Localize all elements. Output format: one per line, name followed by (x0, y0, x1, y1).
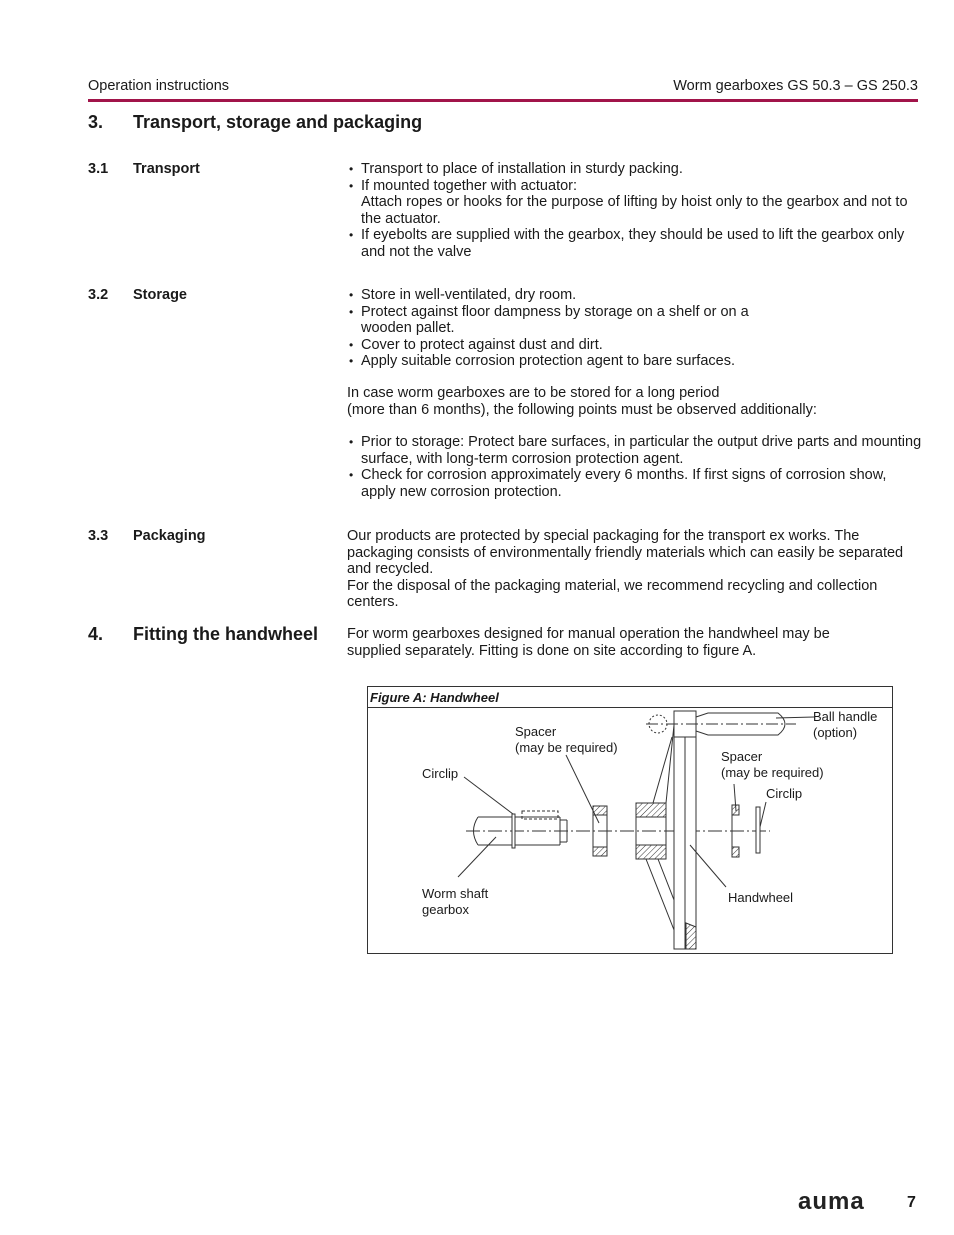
storage-list-2 (347, 434, 922, 500)
page-number: 7 (907, 1194, 916, 1211)
section-3-3-number: 3.3 (88, 528, 109, 544)
transport-list (347, 161, 922, 260)
circlip-right-shape (756, 807, 760, 853)
storage-bullet: • Cover to protect against dust and dirt. (347, 337, 922, 354)
handwheel-shape (636, 711, 796, 949)
section-3-2-number: 3.2 (88, 287, 109, 303)
transport-bullet: • If mounted together with actuator: Attach ropes or hooks for the purpose of lifting by hoist only to the gearbox and not to the actuator. (347, 178, 922, 228)
section-4-number: 4. (88, 624, 104, 644)
handwheel-paragraph: For worm gearboxes designed for manual operation the handwheel may be supplied separately. Fitting is done on site according to figure A. (347, 626, 830, 659)
label-handwheel: Handwheel (728, 890, 794, 905)
label-ball-handle: Ball handle (option) (813, 709, 878, 740)
storage-list (347, 287, 922, 370)
section-3-1-number: 3.1 (88, 161, 109, 177)
leader-lines (458, 717, 814, 887)
label-circlip-left: Circlip (422, 766, 459, 781)
packaging-paragraph: Our products are protected by special packaging for the transport ex works. The packaging consists of environmentally friendly materials which can easily be separated and recycled. For the disposal of the packaging material, we recommend recycling and collection centers. (347, 528, 904, 610)
section-3-1-title: Transport (133, 161, 200, 177)
section-3-2-title: Storage (133, 287, 187, 303)
storage-bullet: • Apply suitable corrosion protection agent to bare surfaces. (347, 353, 922, 370)
label-worm-shaft: Worm shaft gearbox (422, 886, 489, 917)
transport-bullet: • If eyebolts are supplied with the gearbox, they should be used to lift the gearbox only and not the valve (347, 227, 922, 260)
storage-bullet: • Protect against floor dampness by storage on a shelf or on a wooden pallet. (347, 304, 922, 337)
header-right: Worm gearboxes GS 50.3 – GS 250.3 (673, 78, 918, 94)
transport-bullet: • Transport to place of installation in sturdy packing. (347, 161, 922, 178)
storage-bullet: • Store in well-ventilated, dry room. (347, 287, 922, 304)
auma-logo: auma (798, 1188, 865, 1215)
label-spacer-right: Spacer (may be required) (721, 749, 824, 780)
section-4-title: Fitting the handwheel (133, 624, 318, 644)
storage-bullet-2: • Prior to storage: Protect bare surfaces, in particular the output drive parts and mounting surface, with long-term corrosion protection agent. (347, 434, 922, 467)
section-3-title: Transport, storage and packaging (133, 112, 423, 132)
figure-caption: Figure A: Handwheel (368, 687, 892, 708)
label-spacer-left: Spacer (may be required) (515, 724, 618, 755)
storage-bullet-2: • Check for corrosion approximately every 6 months. If first signs of corrosion show, apply new corrosion protection. (347, 467, 922, 500)
worm-shaft-shape (474, 811, 568, 848)
header-left: Operation instructions (88, 78, 230, 94)
section-3-3-title: Packaging (133, 528, 206, 544)
header-rule (88, 99, 918, 102)
label-circlip-right: Circlip (766, 786, 803, 801)
section-3-number: 3. (88, 112, 104, 132)
figure-handwheel (367, 686, 893, 954)
storage-paragraph: In case worm gearboxes are to be stored for a long period (more than 6 months), the following points must be observed additionally: (347, 385, 817, 418)
